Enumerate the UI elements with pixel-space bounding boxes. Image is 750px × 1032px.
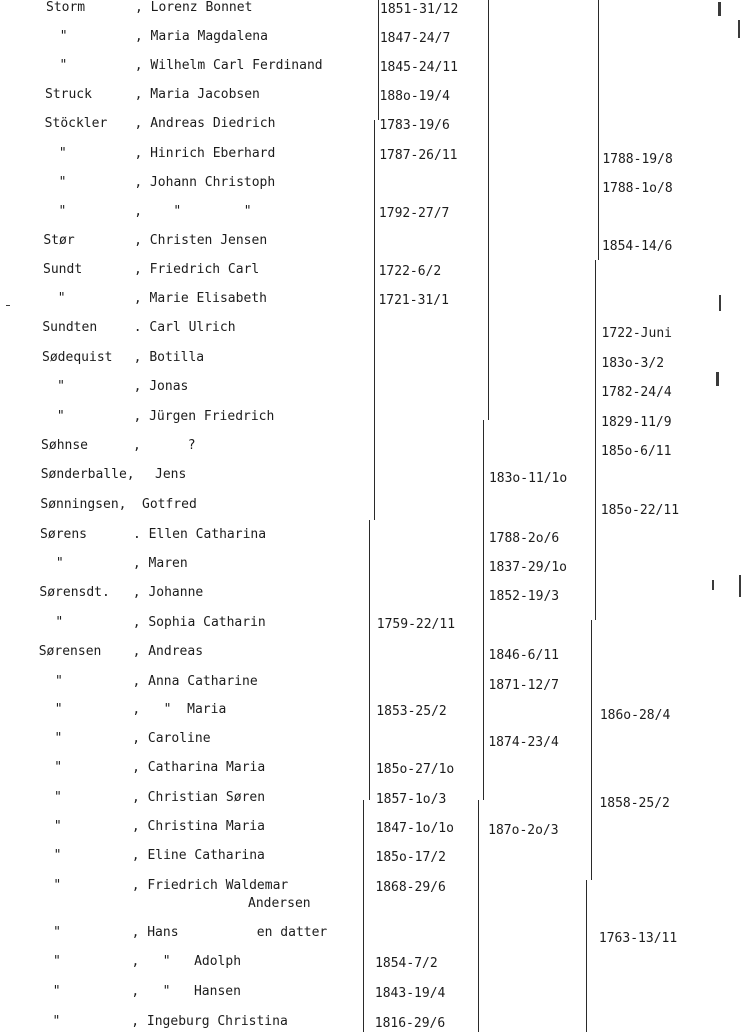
entry-given-names: , Maren	[132, 556, 188, 571]
entry-surname: "	[59, 29, 68, 44]
entry-date-col1: 1721-31/1	[378, 293, 449, 308]
entry-given-names: , Christen Jensen	[134, 233, 268, 248]
entry-surname: Storm	[46, 0, 86, 15]
entry-date-col1: 1851-31/12	[380, 2, 459, 17]
entry-given-names: , Caroline	[132, 731, 211, 746]
column-rule-3b	[595, 260, 596, 620]
entry-surname: "	[55, 615, 64, 630]
entry-surname: "	[57, 291, 66, 306]
scan-mark	[719, 295, 721, 311]
entry-given-names: . Carl Ulrich	[133, 320, 236, 335]
scan-mark	[712, 580, 714, 590]
entry-surname: "	[57, 379, 65, 394]
entry-date-col2: 1871-12/7	[488, 678, 559, 693]
entry-date-col1: 1868-29/6	[375, 880, 446, 895]
entry-given-names: , ?	[133, 438, 196, 453]
entry-date-col3: 1788-19/8	[602, 152, 673, 167]
column-rule-3d	[586, 880, 587, 1032]
entry-surname: Sødequist	[42, 350, 113, 365]
entry-date-col3: 1858-25/2	[599, 796, 670, 811]
entry-surname: Sundten	[42, 320, 98, 335]
entry-given-names: , Lorenz Bonnet	[135, 0, 253, 15]
entry-given-names: , Catharina Maria	[132, 760, 266, 775]
entry-given-names: , Wilhelm Carl Ferdinand	[134, 58, 323, 73]
entry-date-col1: 1787-26/11	[379, 148, 458, 163]
entry-surname: Sørens	[40, 527, 88, 542]
entry-given-names-continued: Andersen	[248, 896, 311, 911]
entry-date-col1: 1847-1o/1o	[375, 821, 454, 836]
entry-date-col1: 185o-17/2	[375, 850, 446, 865]
entry-date-col2: 1788-2o/6	[488, 531, 560, 546]
entry-surname: Sørensdt.	[39, 585, 110, 600]
entry-date-col3: 1854-14/6	[601, 239, 673, 254]
entry-given-names: , Andreas	[132, 644, 204, 659]
entry-date-col1: 1843-19/4	[374, 986, 446, 1001]
entry-date-col3: 1782-24/4	[601, 385, 672, 400]
entry-given-names: , " Hansen	[131, 984, 241, 999]
entry-date-col1: 1857-1o/3	[375, 792, 447, 807]
entry-date-col2: 1874-23/4	[488, 735, 559, 750]
entry-surname: Struck	[45, 87, 92, 102]
entry-date-col2: 1852-19/3	[488, 589, 560, 604]
entry-date-col2: 1837-29/1o	[488, 560, 568, 575]
entry-surname: "	[59, 58, 68, 73]
entry-given-names: , Marie Elisabeth	[133, 291, 267, 306]
entry-date-col2: 183o-11/1o	[488, 471, 568, 486]
entry-surname: "	[52, 984, 61, 999]
scan-mark	[738, 20, 740, 38]
entry-surname: "	[55, 556, 64, 571]
entry-given-names: , " Maria	[132, 702, 227, 717]
entry-given-names: , Maria Magdalena	[134, 29, 268, 44]
entry-surname: "	[53, 848, 62, 863]
scan-mark	[718, 2, 721, 16]
entry-given-names: , " "	[134, 204, 252, 219]
entry-date-col1: 1722-6/2	[378, 264, 442, 279]
entry-surname: Sønningsen,	[40, 497, 127, 512]
entry-date-col1: 1792-27/7	[378, 206, 450, 221]
column-rule-2b	[483, 420, 484, 800]
entry-surname: Sønderballe,	[40, 467, 135, 482]
entry-given-names: , Christina Maria	[131, 819, 265, 834]
entry-given-names: , Johanne	[132, 585, 204, 600]
entry-given-names: . Ellen Catharina	[133, 527, 267, 542]
scan-mark	[739, 575, 741, 597]
entry-surname: Sundt	[43, 262, 83, 277]
entry-date-col3: 186o-28/4	[599, 708, 671, 723]
entry-surname: "	[53, 819, 62, 834]
entry-given-names: , Johann Christoph	[134, 175, 276, 190]
entry-surname: "	[58, 146, 67, 161]
entry-given-names: Gotfred	[142, 497, 197, 512]
entry-given-names: , Anna Catharine	[132, 674, 258, 689]
entry-date-col1: 1845-24/11	[379, 60, 458, 75]
entry-date-col3: 1788-1o/8	[602, 181, 673, 196]
entry-given-names: , Hinrich Eberhard	[134, 146, 276, 161]
entry-surname: "	[54, 790, 62, 805]
entry-date-col1: 1816-29/6	[374, 1016, 446, 1031]
entry-surname: "	[52, 954, 61, 969]
entry-date-col3: 185o-22/11	[600, 503, 680, 518]
column-rule-1b	[374, 120, 375, 520]
entry-date-col2: 187o-2o/3	[488, 823, 559, 838]
column-rule-1c	[369, 520, 370, 800]
entry-surname: "	[54, 731, 63, 746]
entry-surname: Søhnse	[41, 438, 89, 453]
column-rule-3c	[591, 620, 592, 880]
column-rule-2c	[478, 800, 479, 1032]
scan-mark	[716, 372, 719, 386]
entry-given-names: , Friedrich Waldemar	[131, 878, 289, 893]
entry-given-names: , Maria Jacobsen	[134, 87, 260, 102]
entry-given-names: , Friedrich Carl	[134, 262, 260, 277]
entry-given-names: , Eline Catharina	[131, 848, 265, 863]
entry-date-col1: 1783-19/6	[379, 118, 450, 133]
entry-date-col3: 183o-3/2	[601, 356, 665, 371]
entry-given-names: , Jürgen Friedrich	[133, 409, 275, 424]
entry-surname: "	[54, 674, 63, 689]
entry-given-names: , Christian Søren	[132, 790, 266, 805]
entry-date-col1: 1854-7/2	[375, 956, 438, 971]
entry-surname: Sørensen	[38, 644, 102, 659]
entry-surname: "	[58, 175, 67, 190]
entry-given-names: , Andreas Diedrich	[134, 116, 276, 131]
entry-date-col3: 1722-Juni	[601, 326, 672, 341]
entry-surname: "	[53, 878, 62, 893]
entry-date-col3: 1763-13/11	[598, 931, 678, 946]
entry-date-col1: 1759-22/11	[376, 617, 456, 632]
entry-date-col1: 185o-27/1o	[375, 762, 455, 777]
entry-given-names: , Sophia Catharin	[132, 615, 266, 630]
entry-surname: "	[58, 204, 67, 219]
entry-surname: Stør	[43, 233, 75, 248]
entry-surname: "	[52, 1014, 61, 1029]
entry-surname: "	[53, 925, 61, 940]
column-rule-2	[488, 0, 489, 420]
entry-date-col3: 185o-6/11	[601, 444, 672, 459]
entry-surname: "	[56, 409, 65, 424]
column-rule-3	[598, 0, 599, 260]
entry-date-col1: 1847-24/7	[379, 31, 451, 46]
entry-date-col1: 188o-19/4	[379, 89, 450, 104]
scan-mark	[6, 305, 10, 306]
entry-given-names: , Jonas	[133, 379, 189, 394]
entry-surname: Stöckler	[44, 116, 108, 131]
entry-given-names: Jens	[155, 467, 187, 482]
entry-given-names: , " Adolph	[131, 954, 242, 969]
entry-surname: "	[54, 702, 63, 717]
entry-given-names: , Ingeburg Christina	[131, 1014, 288, 1029]
entry-given-names: , Botilla	[133, 350, 205, 365]
column-rule-1d	[363, 800, 364, 1032]
entry-date-col3: 1829-11/9	[601, 415, 672, 430]
entry-date-col1: 1853-25/2	[376, 704, 447, 719]
entry-date-col2: 1846-6/11	[488, 648, 559, 663]
entry-surname: "	[54, 760, 63, 775]
entry-given-names: , Hans en datter	[131, 925, 328, 940]
